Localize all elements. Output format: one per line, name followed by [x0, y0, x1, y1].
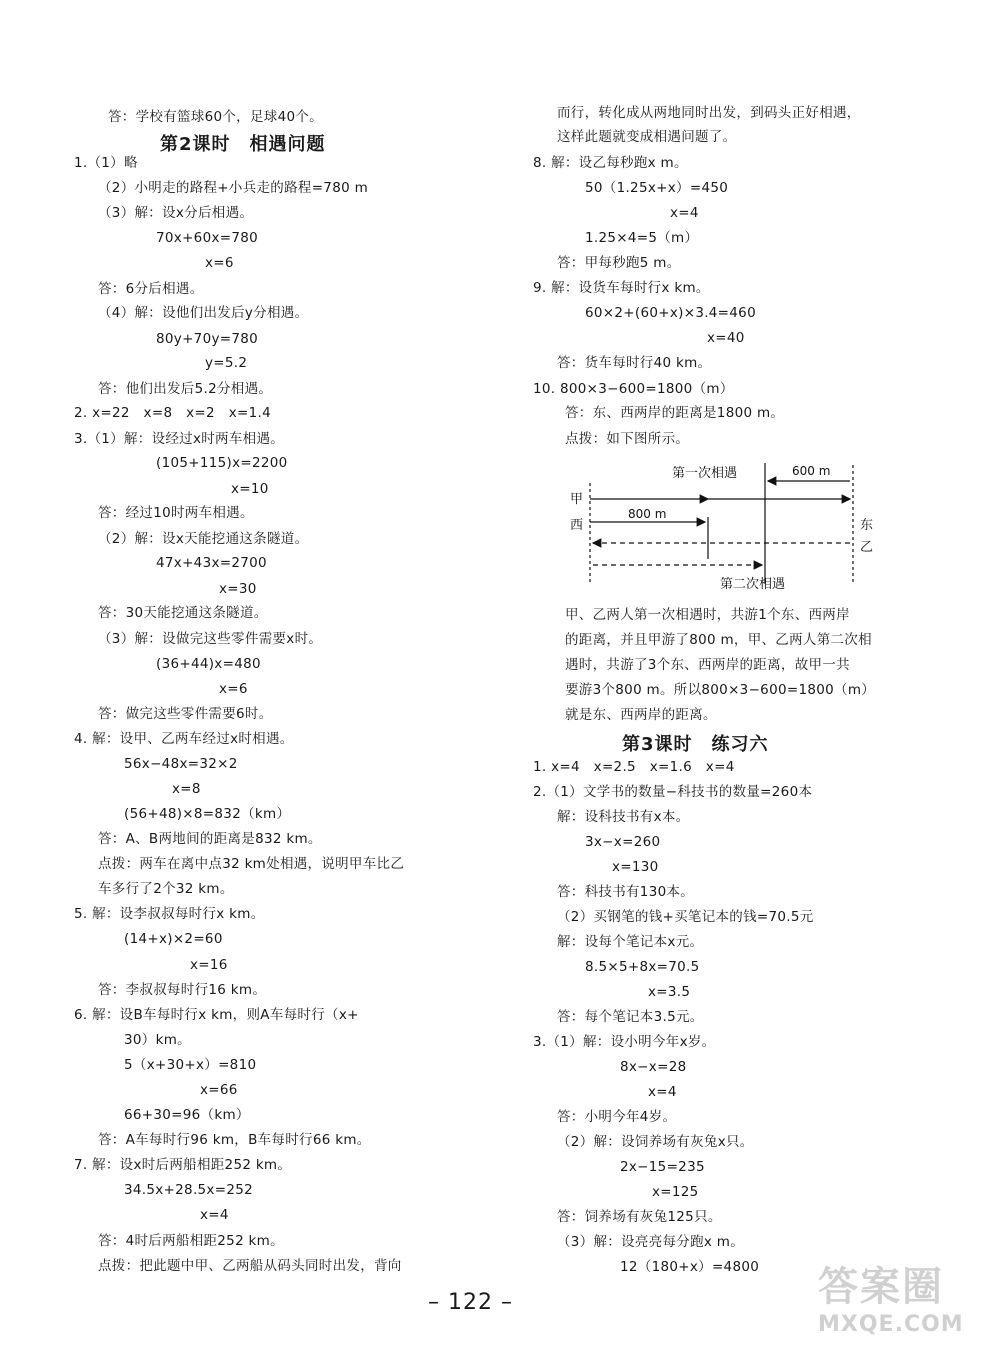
dist-800-label: 800 m [628, 507, 667, 521]
left-text-line: 80y+70y=780 [156, 331, 259, 347]
left-text-line: 34.5x+28.5x=252 [124, 1182, 253, 1198]
second-meet-label: 第二次相遇 [720, 577, 786, 592]
left-text-line: x=4 [200, 1207, 229, 1223]
right-text-line: x=125 [652, 1184, 699, 1200]
right-text-line: x=4 [670, 205, 699, 221]
right-text-line: 3.（1）解：设小明今年x岁。 [533, 1034, 716, 1050]
right-text-line: 50（1.25x+x）=450 [585, 180, 729, 196]
left-text-line: 7. 解：设x时后两船相距252 km。 [74, 1157, 292, 1173]
left-text-line: 3.（1）解：设经过x时两车相遇。 [74, 431, 285, 447]
right-text-line: 的距离，并且甲游了800 m，甲、乙两人第二次相 [565, 632, 872, 648]
left-text-line: 车多行了2个32 km。 [98, 881, 234, 897]
right-text-line: x=3.5 [648, 984, 691, 1000]
right-text-line: 8. 解：设乙每秒跑x m。 [533, 155, 688, 171]
jia-label: 甲 [570, 492, 584, 507]
left-text-line: 答：他们出发后5.2分相遇。 [98, 381, 273, 397]
right-text-line: 甲、乙两人第一次相遇时，共游1个东、西两岸 [565, 607, 850, 623]
right-text-line: 答：甲每秒跑5 m。 [557, 255, 681, 271]
left-text-line: 5（x+30+x）=810 [124, 1057, 257, 1073]
right-text-line: 3x−x=260 [585, 834, 661, 850]
right-text-line: 这样此题就变成相遇问题了。 [557, 129, 737, 145]
right-text-line: 答：科技书有130本。 [557, 884, 695, 900]
left-text-line: 答：A车每时行96 km，B车每时行66 km。 [98, 1132, 371, 1148]
left-text-line: 47x+43x=2700 [156, 555, 267, 571]
page-number: – 122 – [428, 1290, 513, 1315]
right-text-line: （3）解：设亮亮每分跑x m。 [557, 1234, 745, 1250]
right-text-line: 答：每个笔记本3.5元。 [557, 1009, 704, 1025]
left-text-line: 答：6分后相遇。 [98, 281, 204, 297]
right-text-line: 遇时，共游了3个东、西两岸的距离，故甲一共 [565, 657, 850, 673]
left-text-line: 答：A、B两地间的距离是832 km。 [98, 831, 322, 847]
right-text-line: 60×2+(60+x)×3.4=460 [585, 305, 756, 321]
left-text-line: 56x−48x=32×2 [124, 756, 238, 772]
left-text-line: 6. 解：设B车每时行x km，则A车每时行（x+ [74, 1007, 359, 1023]
right-text-line: 答：货车每时行40 km。 [557, 355, 712, 371]
right-text-line: 而行，转化成从两地同时出发，到码头正好相遇， [557, 105, 861, 121]
right-text-line: 8x−x=28 [620, 1059, 687, 1075]
right-text-line: 答：东、西两岸的距离是1800 m。 [565, 405, 785, 421]
right-text-line: 解：设每个笔记本x元。 [557, 934, 704, 950]
left-text-line: x=30 [219, 581, 257, 597]
left-text-line: x=6 [219, 681, 248, 697]
left-text-line: 答：李叔叔每时行16 km。 [98, 982, 267, 998]
lesson3-heading: 第3课时 练习六 [622, 734, 769, 755]
right-text-line: 9. 解：设货车每时行x km。 [533, 280, 710, 296]
left-text-line: x=66 [200, 1082, 238, 1098]
xi-label: 西 [570, 518, 584, 533]
left-text-line: 4. 解：设甲、乙两车经过x时相遇。 [74, 731, 294, 747]
left-text-line: y=5.2 [205, 355, 248, 371]
right-text-line: 1. x=4 x=2.5 x=1.6 x=4 [533, 759, 735, 775]
lesson2-heading: 第2课时 相遇问题 [160, 134, 326, 155]
left-text-line: 70x+60x=780 [156, 230, 259, 246]
right-text-line: 1.25×4=5（m） [585, 230, 699, 246]
right-text-line: 2.（1）文学书的数量−科技书的数量=260本 [533, 784, 813, 800]
left-text-line: （3）解：设x分后相遇。 [98, 205, 254, 221]
right-text-line: x=40 [707, 330, 745, 346]
left-text-line: (14+x)×2=60 [124, 931, 223, 947]
right-text-line: x=4 [648, 1084, 677, 1100]
left-text-line: 答：30天能挖通这条隧道。 [98, 605, 268, 621]
left-text-line: 66+30=96（km） [124, 1107, 250, 1123]
meeting-diagram [560, 455, 900, 595]
left-text-line: 点拨：两车在离中点32 km处相遇，说明甲车比乙 [98, 856, 405, 872]
left-text-line: （2）解：设x天能挖通这条隧道。 [98, 531, 309, 547]
right-text-line: x=130 [612, 859, 659, 875]
left-text-line: 答：经过10时两车相遇。 [98, 505, 254, 521]
dong-label: 东 [860, 518, 874, 533]
left-text-line: （4）解：设他们出发后y分相遇。 [98, 305, 309, 321]
watermark-url: MXQE.COM [818, 1312, 964, 1337]
watermark-logo-text: 答案圈 [818, 1264, 944, 1310]
left-text-line: 答：4时后两船相距252 km。 [98, 1233, 284, 1249]
left-text-line: 5. 解：设李叔叔每时行x km。 [74, 906, 265, 922]
right-text-line: 10. 800×3−600=1800（m） [533, 381, 734, 397]
left-text-line: x=6 [205, 255, 234, 271]
left-text-line: 答：做完这些零件需要6时。 [98, 706, 273, 722]
left-text-line: (105+115)x=2200 [156, 455, 288, 471]
left-text-line: 答：学校有篮球60个，足球40个。 [108, 109, 323, 125]
left-text-line: x=10 [231, 481, 269, 497]
left-text-line: (36+44)x=480 [156, 656, 261, 672]
right-text-line: 答：小明今年4岁。 [557, 1109, 677, 1125]
left-text-line: x=8 [172, 781, 201, 797]
right-text-line: 2x−15=235 [620, 1159, 705, 1175]
left-text-line: 1.（1）略 [74, 155, 138, 171]
left-text-line: (56+48)×8=832（km） [124, 806, 291, 822]
left-text-line: 30）km。 [124, 1032, 191, 1048]
first-meet-label: 第一次相遇 [672, 466, 738, 481]
left-text-line: 点拨：把此题中甲、乙两船从码头同时出发，背向 [98, 1258, 402, 1274]
left-text-line: 2. x=22 x=8 x=2 x=1.4 [74, 405, 272, 421]
right-text-line: 就是东、西两岸的距离。 [565, 707, 717, 723]
right-text-line: 解：设科技书有x本。 [557, 809, 690, 825]
right-text-line: 12（180+x）=4800 [620, 1259, 760, 1275]
right-text-line: 要游3个800 m。所以800×3−600=1800（m） [565, 682, 876, 698]
yi-label: 乙 [860, 540, 874, 555]
dist-600-label: 600 m [792, 464, 831, 478]
right-text-line: 点拨：如下图所示。 [565, 431, 690, 447]
watermark [818, 1255, 968, 1340]
right-text-line: 答：饲养场有灰兔125只。 [557, 1209, 722, 1225]
right-text-line: （2）解：设饲养场有灰兔x只。 [557, 1134, 754, 1150]
left-text-line: （2）小明走的路程+小兵走的路程=780 m [98, 180, 369, 196]
left-text-line: （3）解：设做完这些零件需要x时。 [98, 631, 323, 647]
right-text-line: 8.5×5+8x=70.5 [585, 959, 700, 975]
left-text-line: x=16 [190, 957, 228, 973]
right-text-line: （2）买钢笔的钱+买笔记本的钱=70.5元 [557, 909, 814, 925]
